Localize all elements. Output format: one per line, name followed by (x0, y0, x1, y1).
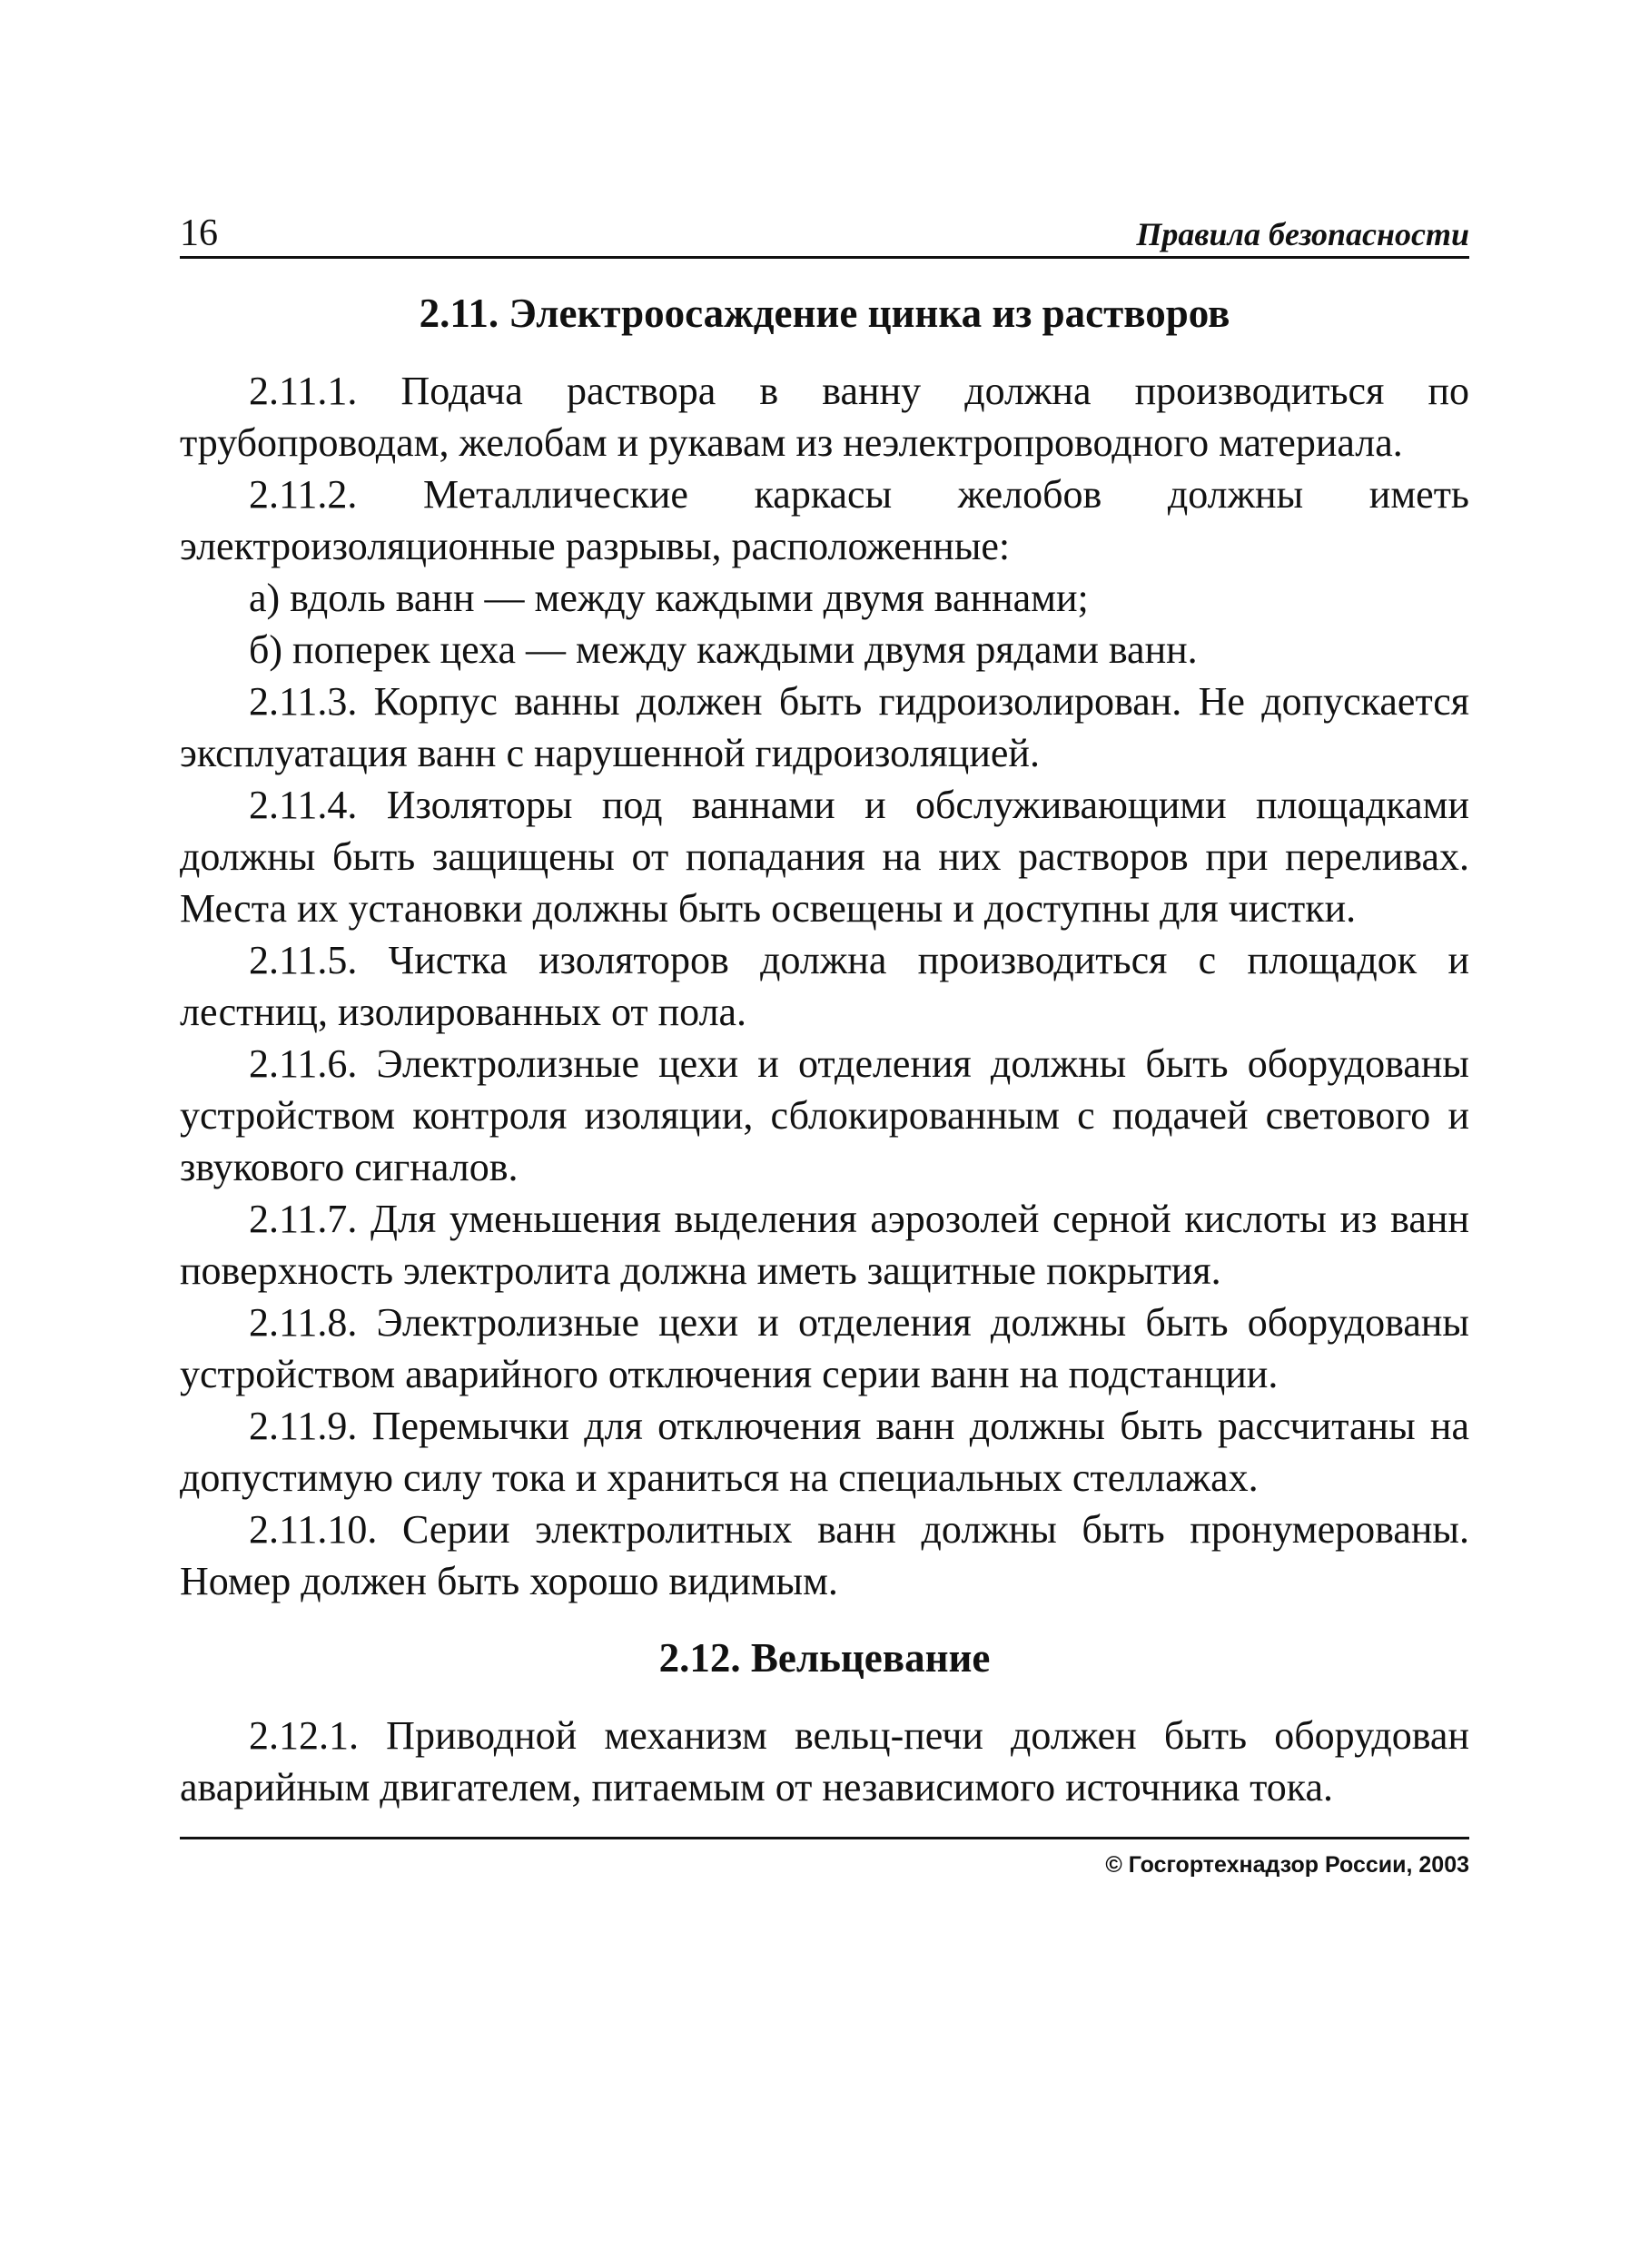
paragraph-2-11-10: 2.11.10. Серии электролитных ванн должны быть пронумерованы. Номер должен быть хорошо видимым. (180, 1507, 1469, 1603)
list-item-a: а) вдоль ванн — между каждыми двумя ваннами; (249, 576, 1089, 620)
paragraph-2-12-1: 2.12.1. Приводной механизм вельц-печи должен быть оборудован аварийным двигателем, питаемым от независимого источника тока. (180, 1713, 1469, 1809)
paragraph-2-11-4: 2.11.4. Изоляторы под ваннами и обслуживающими площадками должны быть защищены от попадания на них растворов при переливах. Места их установки должны быть освещены и доступны для чистки. (180, 783, 1469, 931)
paragraph-2-11-9: 2.11.9. Перемычки для отключения ванн должны быть рассчитаны на допустимую силу тока и храниться на специальных стеллажах. (180, 1404, 1469, 1500)
copyright-footer: © Госгортехнадзор России, 2003 (1105, 1852, 1469, 1878)
section-heading: 2.11. Электроосаждение цинка из растворов (419, 291, 1230, 336)
page-number: 16 (180, 212, 218, 254)
paragraph-2-11-2: 2.11.2. Металлические каркасы желобов должны иметь электроизоляционные разрывы, расположенные: (180, 472, 1469, 568)
paragraph-2-11-7: 2.11.7. Для уменьшения выделения аэрозолей серной кислоты из ванн поверхность электролита должна иметь защитные покрытия. (180, 1197, 1469, 1293)
section-2-12 (180, 1635, 1469, 1813)
running-title: Правила безопасности (1136, 216, 1469, 252)
paragraph-2-11-6: 2.11.6. Электролизные цехи и отделения должны быть оборудованы устройством контроля изоляции, сблокированным с подачей светового и звукового сигналов. (180, 1041, 1469, 1189)
paragraph-2-11-1: 2.11.1. Подача раствора в ванну должна производиться по трубопроводам, желобам и рукавам из неэлектропроводного материала. (180, 369, 1469, 465)
section-2-11 (180, 293, 1469, 1607)
document-page (180, 205, 1469, 1877)
paragraph-2-11-8: 2.11.8. Электролизные цехи и отделения должны быть оборудованы устройством аварийного отключения серии ванн на подстанции. (180, 1300, 1469, 1396)
section-heading: 2.12. Вельцевание (658, 1635, 991, 1681)
paragraph-2-11-3: 2.11.3. Корпус ванны должен быть гидроизолирован. Не допускается эксплуатация ванн с нарушенной гидроизоляцией. (180, 679, 1469, 775)
list-item-b: б) поперек цеха — между каждыми двумя рядами ванн. (249, 627, 1198, 672)
paragraph-2-11-5: 2.11.5. Чистка изоляторов должна производиться с площадок и лестниц, изолированных от пола. (180, 938, 1469, 1034)
running-header (180, 205, 1469, 259)
